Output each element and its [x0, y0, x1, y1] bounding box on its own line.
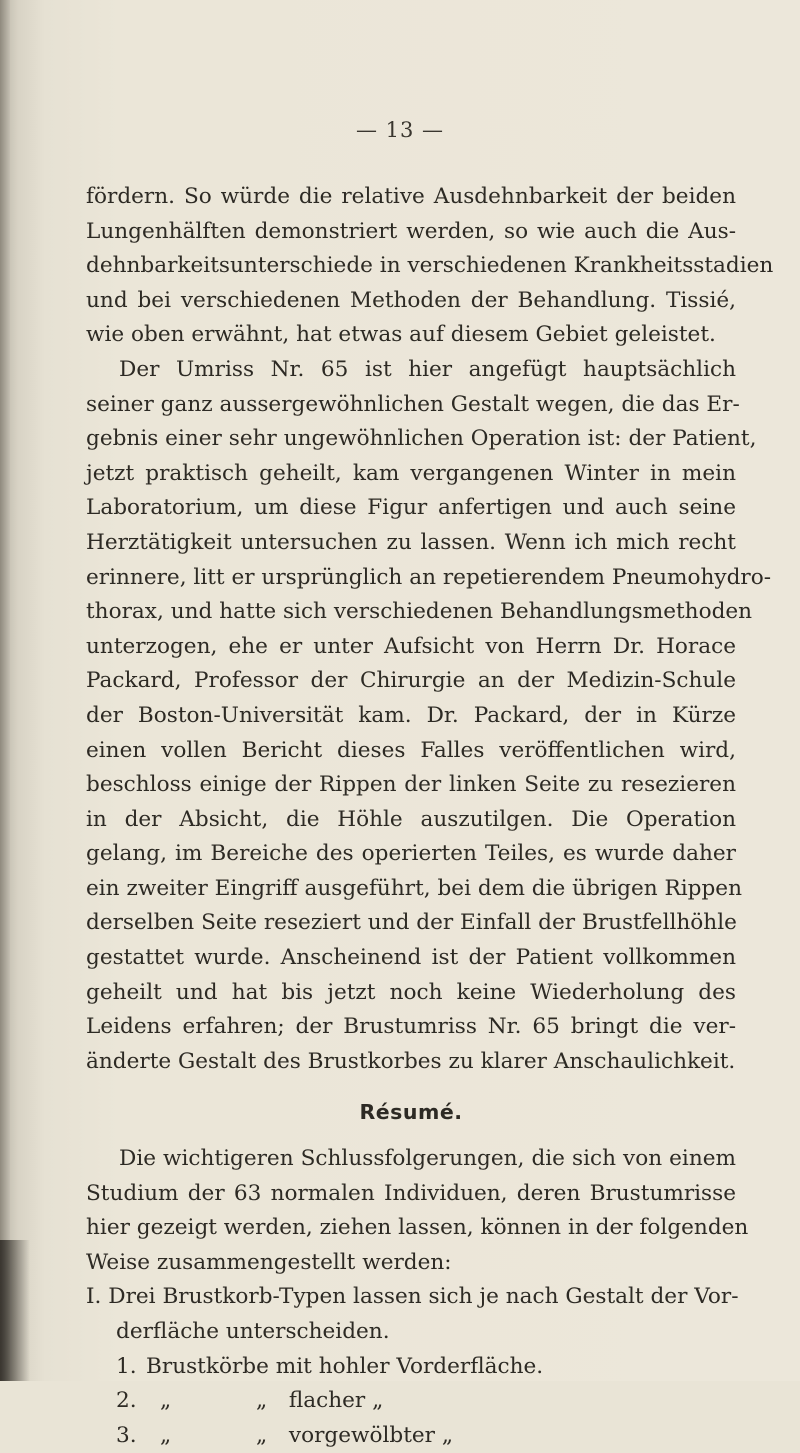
text-line: änderte Gestalt des Brustkorbes zu klarer Anschaulichkeit.	[86, 1048, 736, 1074]
list-item	[86, 1350, 736, 1385]
list-item-preposition: mit	[275, 1353, 312, 1379]
text-line: dehnbarkeitsunterschiede in verschiedenen Krankheitsstadien	[86, 253, 774, 279]
text-line: fördern. So würde die relative Ausdehnbarkeit der beiden	[86, 184, 736, 209]
text-line: Weise zusammengestellt werden:	[86, 1249, 452, 1275]
text-line: Lungenhälften demonstriert werden, so wie auch die Aus-	[86, 218, 736, 244]
text-line: wie oben erwähnt, hat etwas auf diesem Gebiet geleistet.	[86, 322, 716, 348]
text-line: Packard, Professor der Chirurgie an der Medizin-Schule	[86, 668, 736, 694]
text-line: gebnis einer sehr ungewöhnlichen Operation ist: der Patient,	[86, 426, 757, 452]
text-line: gelang, im Bereiche des operierten Teiles, es wurde daher	[86, 841, 736, 867]
page-spine-shadow	[0, 1240, 30, 1381]
list-item	[86, 1384, 736, 1419]
text-line: jetzt praktisch geheilt, kam vergangenen Winter in mein	[86, 460, 736, 486]
list-item-subject: Brustkörbe	[146, 1353, 269, 1379]
list-item-text: hohler Vorderfläche.	[318, 1353, 544, 1379]
list-item	[86, 1419, 736, 1453]
text-line: einen vollen Bericht dieses Falles veröffentlichen wird,	[86, 737, 736, 763]
text-line: Studium der 63 normalen Individuen, deren Brustumrisse	[86, 1180, 736, 1206]
text-line: geheilt und hat bis jetzt noch keine Wiederholung des	[86, 979, 736, 1005]
text-line: thorax, und hatte sich verschiedenen Behandlungsmethoden	[86, 599, 753, 625]
text-line: und bei verschiedenen Methoden der Behandlung. Tissié,	[86, 287, 736, 313]
list-item-text: vorgewölbter „	[288, 1422, 454, 1448]
page-spine-edge	[0, 0, 10, 1381]
text-line: in der Absicht, die Höhle auszutilgen. Die Operation	[86, 806, 736, 832]
text-line: seiner ganz aussergewöhnlichen Gestalt wegen, die das Er-	[86, 391, 740, 417]
text-line: hier gezeigt werden, ziehen lassen, können in der folgenden	[86, 1215, 749, 1241]
list-item-ditto: „	[256, 1388, 268, 1414]
text-line: derselben Seite reseziert und der Einfall der Brustfellhöhle	[86, 910, 737, 936]
list-item-number: 3.	[116, 1422, 137, 1448]
text-line: gestattet wurde. Anscheinend ist der Patient vollkommen	[86, 945, 736, 971]
list-item-ditto: „	[160, 1388, 172, 1414]
text-line: Herztätigkeit untersuchen zu lassen. Wenn ich mich recht	[86, 529, 736, 555]
text-line: unterzogen, ehe er unter Aufsicht von Herrn Dr. Horace	[86, 633, 736, 659]
text-line: Laboratorium, um diese Figur anfertigen und auch seine	[86, 495, 736, 521]
list-item-heading: I. Drei Brustkorb-Typen lassen sich je nach Gestalt der Vor-	[86, 1284, 739, 1310]
text-line: der Boston-Universität kam. Dr. Packard, der in Kürze	[86, 702, 736, 728]
text-line: Die wichtigeren Schlussfolgerungen, die sich von einem	[119, 1146, 736, 1172]
list-item-ditto: „	[160, 1422, 172, 1448]
text-line: Leidens erfahren; der Brustumriss Nr. 65 bringt die ver-	[86, 1014, 736, 1040]
list-item-number: 1.	[116, 1353, 137, 1379]
list-item-continuation: derfläche unterscheiden.	[116, 1319, 390, 1344]
text-line: erinnere, litt er ursprünglich an repetierendem Pneumohydro-	[86, 564, 772, 590]
list-item-ditto: „	[256, 1422, 268, 1448]
section-heading: Résumé.	[359, 1100, 463, 1125]
list-item-text: flacher „	[288, 1388, 384, 1414]
text-line: ein zweiter Eingriff ausgeführt, bei dem die übrigen Rippen	[86, 875, 742, 901]
body-text	[86, 180, 774, 1453]
list-item-number: 2.	[116, 1388, 137, 1414]
text-line: beschloss einige der Rippen der linken Seite zu resezieren	[86, 772, 736, 798]
text-line: Der Umriss Nr. 65 ist hier angefügt hauptsächlich	[119, 356, 736, 382]
page-number: — 13 —	[355, 118, 445, 142]
